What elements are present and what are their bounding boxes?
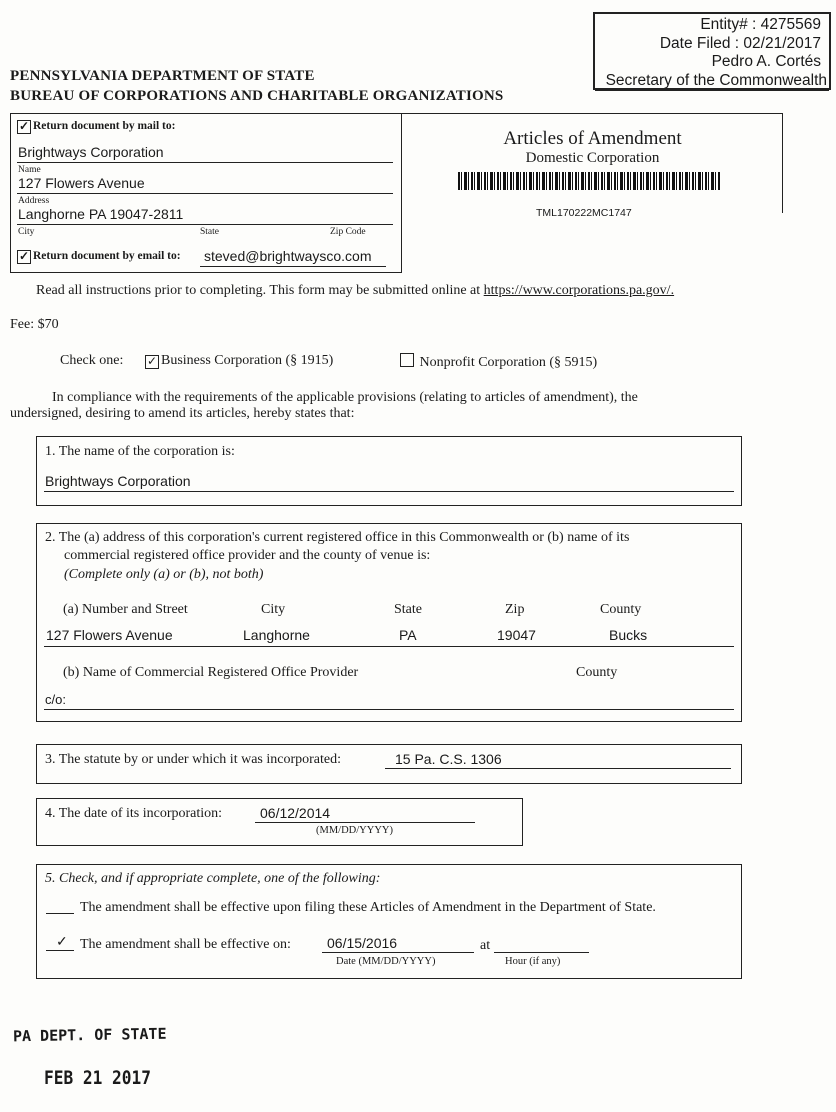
compliance-line-1: In compliance with the requirements of the applicable provisions (relating to articles of amendment), the: [52, 390, 638, 405]
option-2-text: The amendment shall be effective on:: [80, 937, 291, 952]
zip-value: 19047: [497, 627, 536, 643]
section-2-line-3: (Complete only (a) or (b), not both): [64, 567, 264, 582]
nonprofit-checkbox[interactable]: [400, 353, 414, 367]
form-subtitle: Domestic Corporation: [525, 150, 660, 166]
instructions: Read all instructions prior to completing. This form may be submitted online at https://www.corporations.pa.gov/.: [36, 283, 675, 298]
address-a-line: [44, 646, 734, 647]
section-4-label: 4. The date of its incorporation:: [45, 806, 223, 821]
effective-date-value: 06/15/2016: [327, 935, 398, 951]
mail-checkbox[interactable]: ✓: [18, 119, 30, 133]
tracking-number: TML170222MC1747: [536, 207, 632, 219]
incorporation-date-value: 06/12/2014: [260, 805, 331, 821]
street-value: 127 Flowers Avenue: [46, 627, 173, 643]
at-label: at: [480, 938, 491, 953]
return-mail-option[interactable]: ✓ Return document by mail to:: [18, 119, 176, 133]
check-one-label: Check one:: [60, 353, 124, 368]
return-email-value: steved@brightwaysco.com: [204, 248, 372, 264]
section-2-line-2: commercial registered office provider and the county of venue is:: [64, 548, 431, 563]
state-value: PA: [399, 627, 417, 643]
return-email-option[interactable]: ✓ Return document by email to:: [18, 249, 181, 263]
provider-line: [44, 709, 734, 710]
care-of-label: c/o:: [45, 692, 66, 707]
secretary-title: Secretary of the Commonwealth: [595, 72, 829, 92]
office-county-label: County: [600, 602, 642, 617]
office-state-label: State: [394, 602, 422, 617]
date-filed: Date Filed : 02/21/2017: [659, 34, 821, 52]
city-value: Langhorne: [243, 627, 310, 643]
bureau-heading: BUREAU OF CORPORATIONS AND CHARITABLE ORGANIZATIONS: [10, 88, 504, 104]
city-label: City: [18, 227, 35, 237]
section-3-label: 3. The statute by or under which it was incorporated:: [45, 752, 341, 767]
section-1-label: 1. The name of the corporation is:: [45, 444, 235, 459]
return-city-value: Langhorne PA 19047-2811: [18, 206, 184, 222]
business-corporation-option[interactable]: ✓ Business Corporation (§ 1915): [146, 353, 334, 368]
corporation-name-line: [44, 491, 734, 492]
entity-number: Entity# : 4275569: [700, 16, 821, 33]
name-line: [17, 162, 393, 163]
filed-stamp: [593, 12, 831, 90]
online-link[interactable]: https://www.corporations.pa.gov/.: [483, 283, 675, 298]
email-checkbox[interactable]: ✓: [18, 249, 30, 263]
email-line: [200, 266, 386, 267]
received-stamp-date: FEB 21 2017: [44, 1067, 151, 1089]
city-line: [17, 224, 393, 225]
barcode: [458, 172, 720, 190]
return-address-value: 127 Flowers Avenue: [18, 175, 145, 191]
section-2-line-1: 2. The (a) address of this corporation's current registered office in this Commonwealth or (b) name of its: [45, 530, 630, 545]
received-stamp-dept: PA DEPT. OF STATE: [12, 1024, 167, 1046]
option-1-blank[interactable]: [46, 913, 74, 914]
address-label: Address: [18, 196, 50, 206]
incorporation-date-line: [255, 822, 475, 823]
address-line: [17, 193, 393, 194]
section-5-label: 5. Check, and if appropriate complete, one of the following:: [45, 871, 381, 886]
business-checkbox[interactable]: ✓: [146, 354, 158, 368]
name-label: Name: [18, 165, 41, 175]
zip-label: Zip Code: [330, 227, 366, 237]
provider-county-label: County: [576, 665, 618, 680]
secretary-name: Pedro A. Cortés: [711, 53, 821, 70]
return-name-value: Brightways Corporation: [18, 144, 164, 160]
effective-date-line: [322, 952, 474, 953]
state-label: State: [200, 227, 219, 237]
form-title: Articles of Amendment: [503, 128, 682, 149]
street-label: (a) Number and Street: [63, 602, 188, 617]
department-heading: PENNSYLVANIA DEPARTMENT OF STATE: [10, 68, 315, 84]
office-city-label: City: [261, 602, 286, 617]
statute-line: [385, 768, 731, 769]
option-1-text: The amendment shall be effective upon filing these Articles of Amendment in the Department of State.: [80, 900, 656, 915]
fee: Fee: $70: [10, 317, 59, 332]
corporation-name-value: Brightways Corporation: [45, 473, 191, 489]
nonprofit-corporation-option[interactable]: Nonprofit Corporation (§ 5915): [400, 353, 597, 371]
effective-date-label: Date (MM/DD/YYYY): [336, 956, 436, 967]
incorporation-date-format: (MM/DD/YYYY): [316, 825, 393, 836]
statute-value: 15 Pa. C.S. 1306: [395, 751, 502, 767]
county-value: Bucks: [609, 627, 648, 643]
option-2-check: ✓: [56, 935, 68, 950]
office-zip-label: Zip: [505, 602, 525, 617]
compliance-line-2: undersigned, desiring to amend its articles, hereby states that:: [10, 406, 355, 421]
effective-hour-label: Hour (if any): [505, 956, 561, 967]
provider-label: (b) Name of Commercial Registered Office Provider: [63, 665, 359, 680]
effective-hour-line[interactable]: [494, 952, 589, 953]
